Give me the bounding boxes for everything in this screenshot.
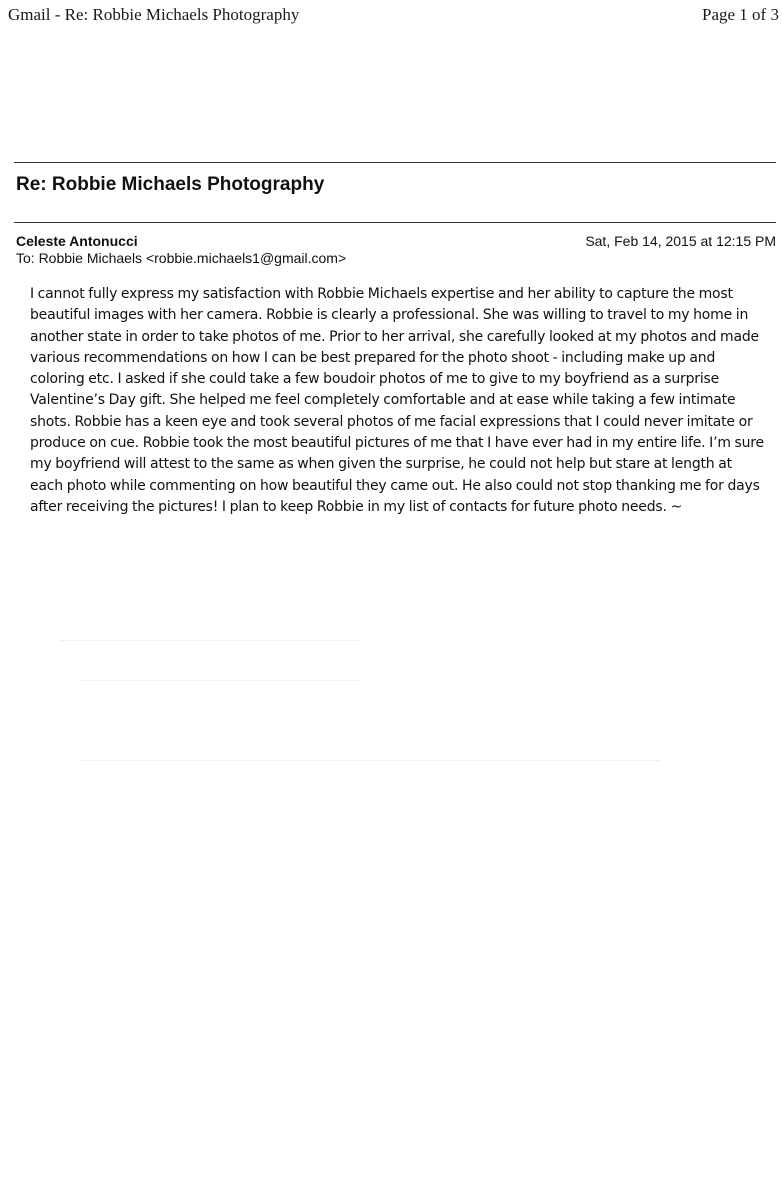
sender-name: Celeste Antonucci: [16, 233, 138, 249]
header-divider: [14, 162, 776, 163]
bleed-through-mark: [80, 680, 360, 681]
sent-date: Sat, Feb 14, 2015 at 12:15 PM: [585, 233, 776, 249]
subject-divider: [14, 222, 776, 223]
bleed-through-mark: [80, 760, 660, 761]
sender-row: [16, 233, 776, 251]
print-header-title: Gmail - Re: Robbie Michaels Photography: [8, 5, 300, 24]
recipient-line: To: Robbie Michaels <robbie.michaels1@gmail.com>: [16, 250, 347, 266]
bleed-through-mark: [60, 640, 360, 641]
email-subject: Re: Robbie Michaels Photography: [16, 174, 325, 195]
message-body: I cannot fully express my satisfaction with Robbie Michaels expertise and her ability to capture the most beautiful images with her camera. Robbie is clearly a professional. She was willing to travel to my home in another state in order to take photos of me. Prior to her arrival, she carefully looked at my photos and made various recommendations on how I can be best prepared for the photo shoot - including make up and coloring etc. I asked if she could take a few boudoir photos of me to give to my boyfriend as a surprise Valentine’s Day gift. She helped me feel completely comfortable and at ease while taking a few intimate shots. Robbie has a keen eye and took several photos of me facial expressions that I could never imitate or produce on cue. Robbie took the most beautiful pictures of me that I have ever had in my entire life. I’m sure my boyfriend will attest to the same as when given the surprise, he could not help but stare at length at each photo while commenting on how beautiful they came out. He also could not stop thanking me for days after receiving the pictures! I plan to keep Robbie in my list of contacts for future photo needs. ~: [30, 286, 764, 515]
print-header: [8, 5, 782, 27]
page-number: Page 1 of 3: [702, 5, 779, 24]
